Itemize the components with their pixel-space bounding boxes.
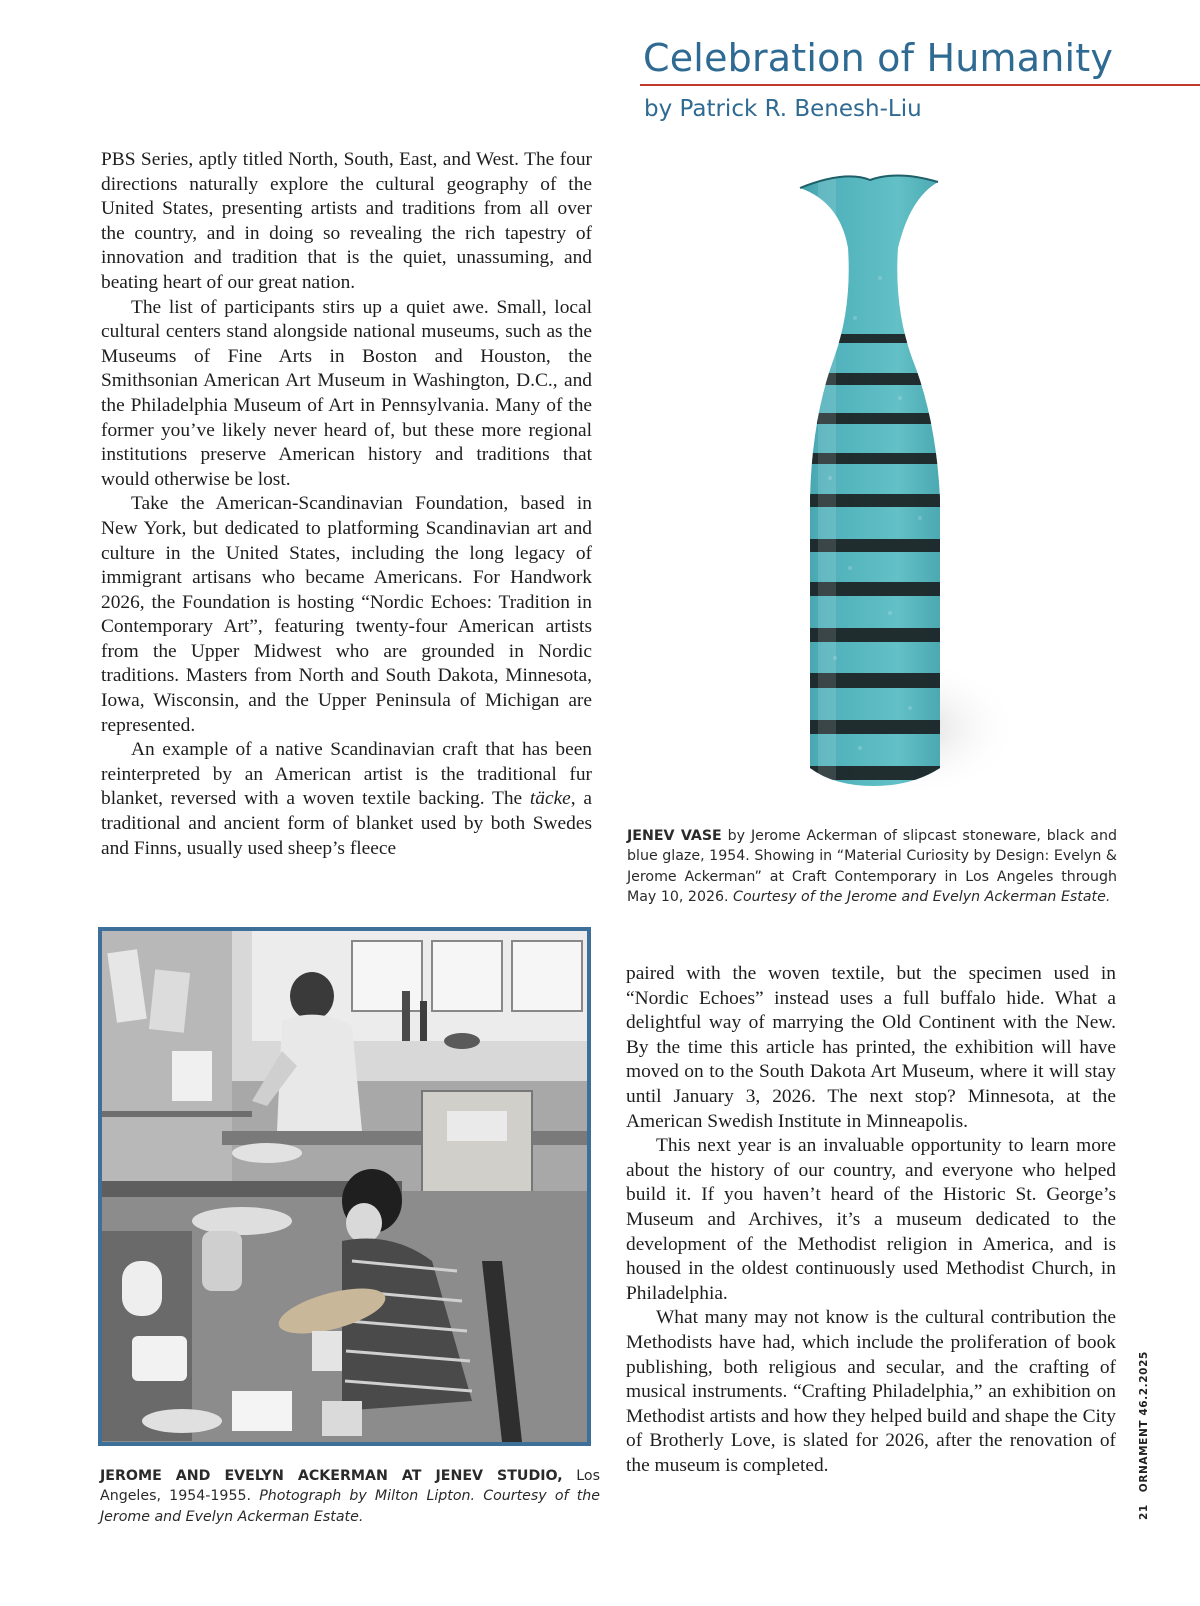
vase-caption (627, 826, 1117, 908)
studio-photo (98, 927, 591, 1446)
left-paragraph-4-end: , a traditional and ancient form of blanket used by both Swedes and Finns, usually used sheep’s fleece (101, 788, 592, 859)
left-text-column (101, 148, 592, 861)
left-paragraph-2: The list of participants stirs up a quiet awe. Small, local cultural centers stand alongside national museums, such as the Museums of Fine Arts in Boston and Houston, the Smithsonian American Art Museum in Washington, D.C., and the Philadelphia Museum of Art in Pennsylvania. Many of the former you’ve likely never heard of, but these more regional institutions preserve American history and traditions that would otherwise be lost. (101, 296, 592, 490)
left-paragraph-1: PBS Series, aptly titled North, South, East, and West. The four directions naturally explore the cultural geography of the United States, presenting artists and traditions from all over the country, and in doing so revealing the rich tapestry of innovation and tradition that is the quiet, unassuming, and beating heart of our great nation. (101, 149, 592, 293)
studio-photo-illustration (102, 931, 587, 1442)
title-rule (640, 84, 1200, 86)
vase-caption-heading: JENEV VASE (627, 828, 722, 844)
left-paragraph-3: Take the American-Scandinavian Foundation, based in New York, but dedicated to platforming Scandinavian art and culture in the United States, including the long legacy of immigrant artisans who became Americans. For Handwork 2026, the Foundation is hosting “Nordic Echoes: Tradition in Contemporary Art”, featuring twenty-four American artists from the Upper Midwest who are grounded in Nordic traditions. Masters from North and South Dakota, Minnesota, Iowa, Wisconsin, and the Upper Peninsula of Michigan are represented. (101, 493, 592, 736)
photo-caption-body: Los Angeles, 1954-1955. (100, 1468, 600, 1505)
vase-illustration (760, 168, 1010, 808)
studio-photo-caption (100, 1466, 600, 1527)
vase-caption-credit: Courtesy of the Jerome and Evelyn Ackerman Estate. (733, 889, 1111, 906)
left-paragraph-4-start: An example of a native Scandinavian craft that has been reinterpreted by an American artist is the traditional fur blanket, reversed with a woven textile backing. The (101, 739, 592, 810)
right-paragraph-2: This next year is an invaluable opportunity to learn more about the history of our country, and everyone who helped build it. If you haven’t heard of the Historic St. George’s Museum and Archives, it’s a museum dedicated to the development of the Methodist religion in America, and is housed in the oldest continuously used Methodist Church, in Philadelphia. (626, 1135, 1116, 1304)
photo-caption-credit: Photograph by Milton Lipton. Courtesy of the Jerome and Evelyn Ackerman Estate. (100, 1488, 600, 1525)
right-text-column (626, 962, 1116, 1478)
jenev-vase-image (760, 168, 1010, 808)
publication-issue: ORNAMENT 46.2.2025 (1138, 1351, 1150, 1493)
right-paragraph-1: paired with the woven textile, but the specimen used in “Nordic Echoes” instead uses a full buffalo hide. What a delightful way of marrying the Old Continent with the New. By the time this article has printed, the exhibition will have moved on to the South Dakota Art Museum, where it will stay until January 3, 2026. The next stop? Minnesota, at the American Swedish Institute in Minneapolis. (626, 963, 1116, 1132)
vase-caption-body: by Jerome Ackerman of slipcast stoneware, black and blue glaze, 1954. Showing in “Material Curiosity by Design: Evelyn & Jerome Ackerman” at Craft Contemporary in Los Angeles through May 10, 2026. (627, 828, 1117, 906)
article-byline: by Patrick R. Benesh-Liu (644, 96, 922, 122)
page-folio (1138, 1351, 1150, 1520)
left-paragraph-4 (101, 738, 592, 861)
photo-caption-heading: JEROME AND EVELYN ACKERMAN AT JENEV STUDIO, (100, 1468, 563, 1484)
article-title: Celebration of Humanity (643, 36, 1114, 80)
right-paragraph-3: What many may not know is the cultural contribution the Methodists have had, which include the proliferation of book publishing, both religious and secular, and the crafting of musical instruments. “Crafting Philadelphia,” an exhibition on Methodist artists and how they helped build and shape the City of Brotherly Love, is slated for 2026, after the renovation of the museum is completed. (626, 1307, 1116, 1476)
tacke-term: täcke (529, 788, 571, 810)
page-number: 21 (1138, 1504, 1150, 1520)
